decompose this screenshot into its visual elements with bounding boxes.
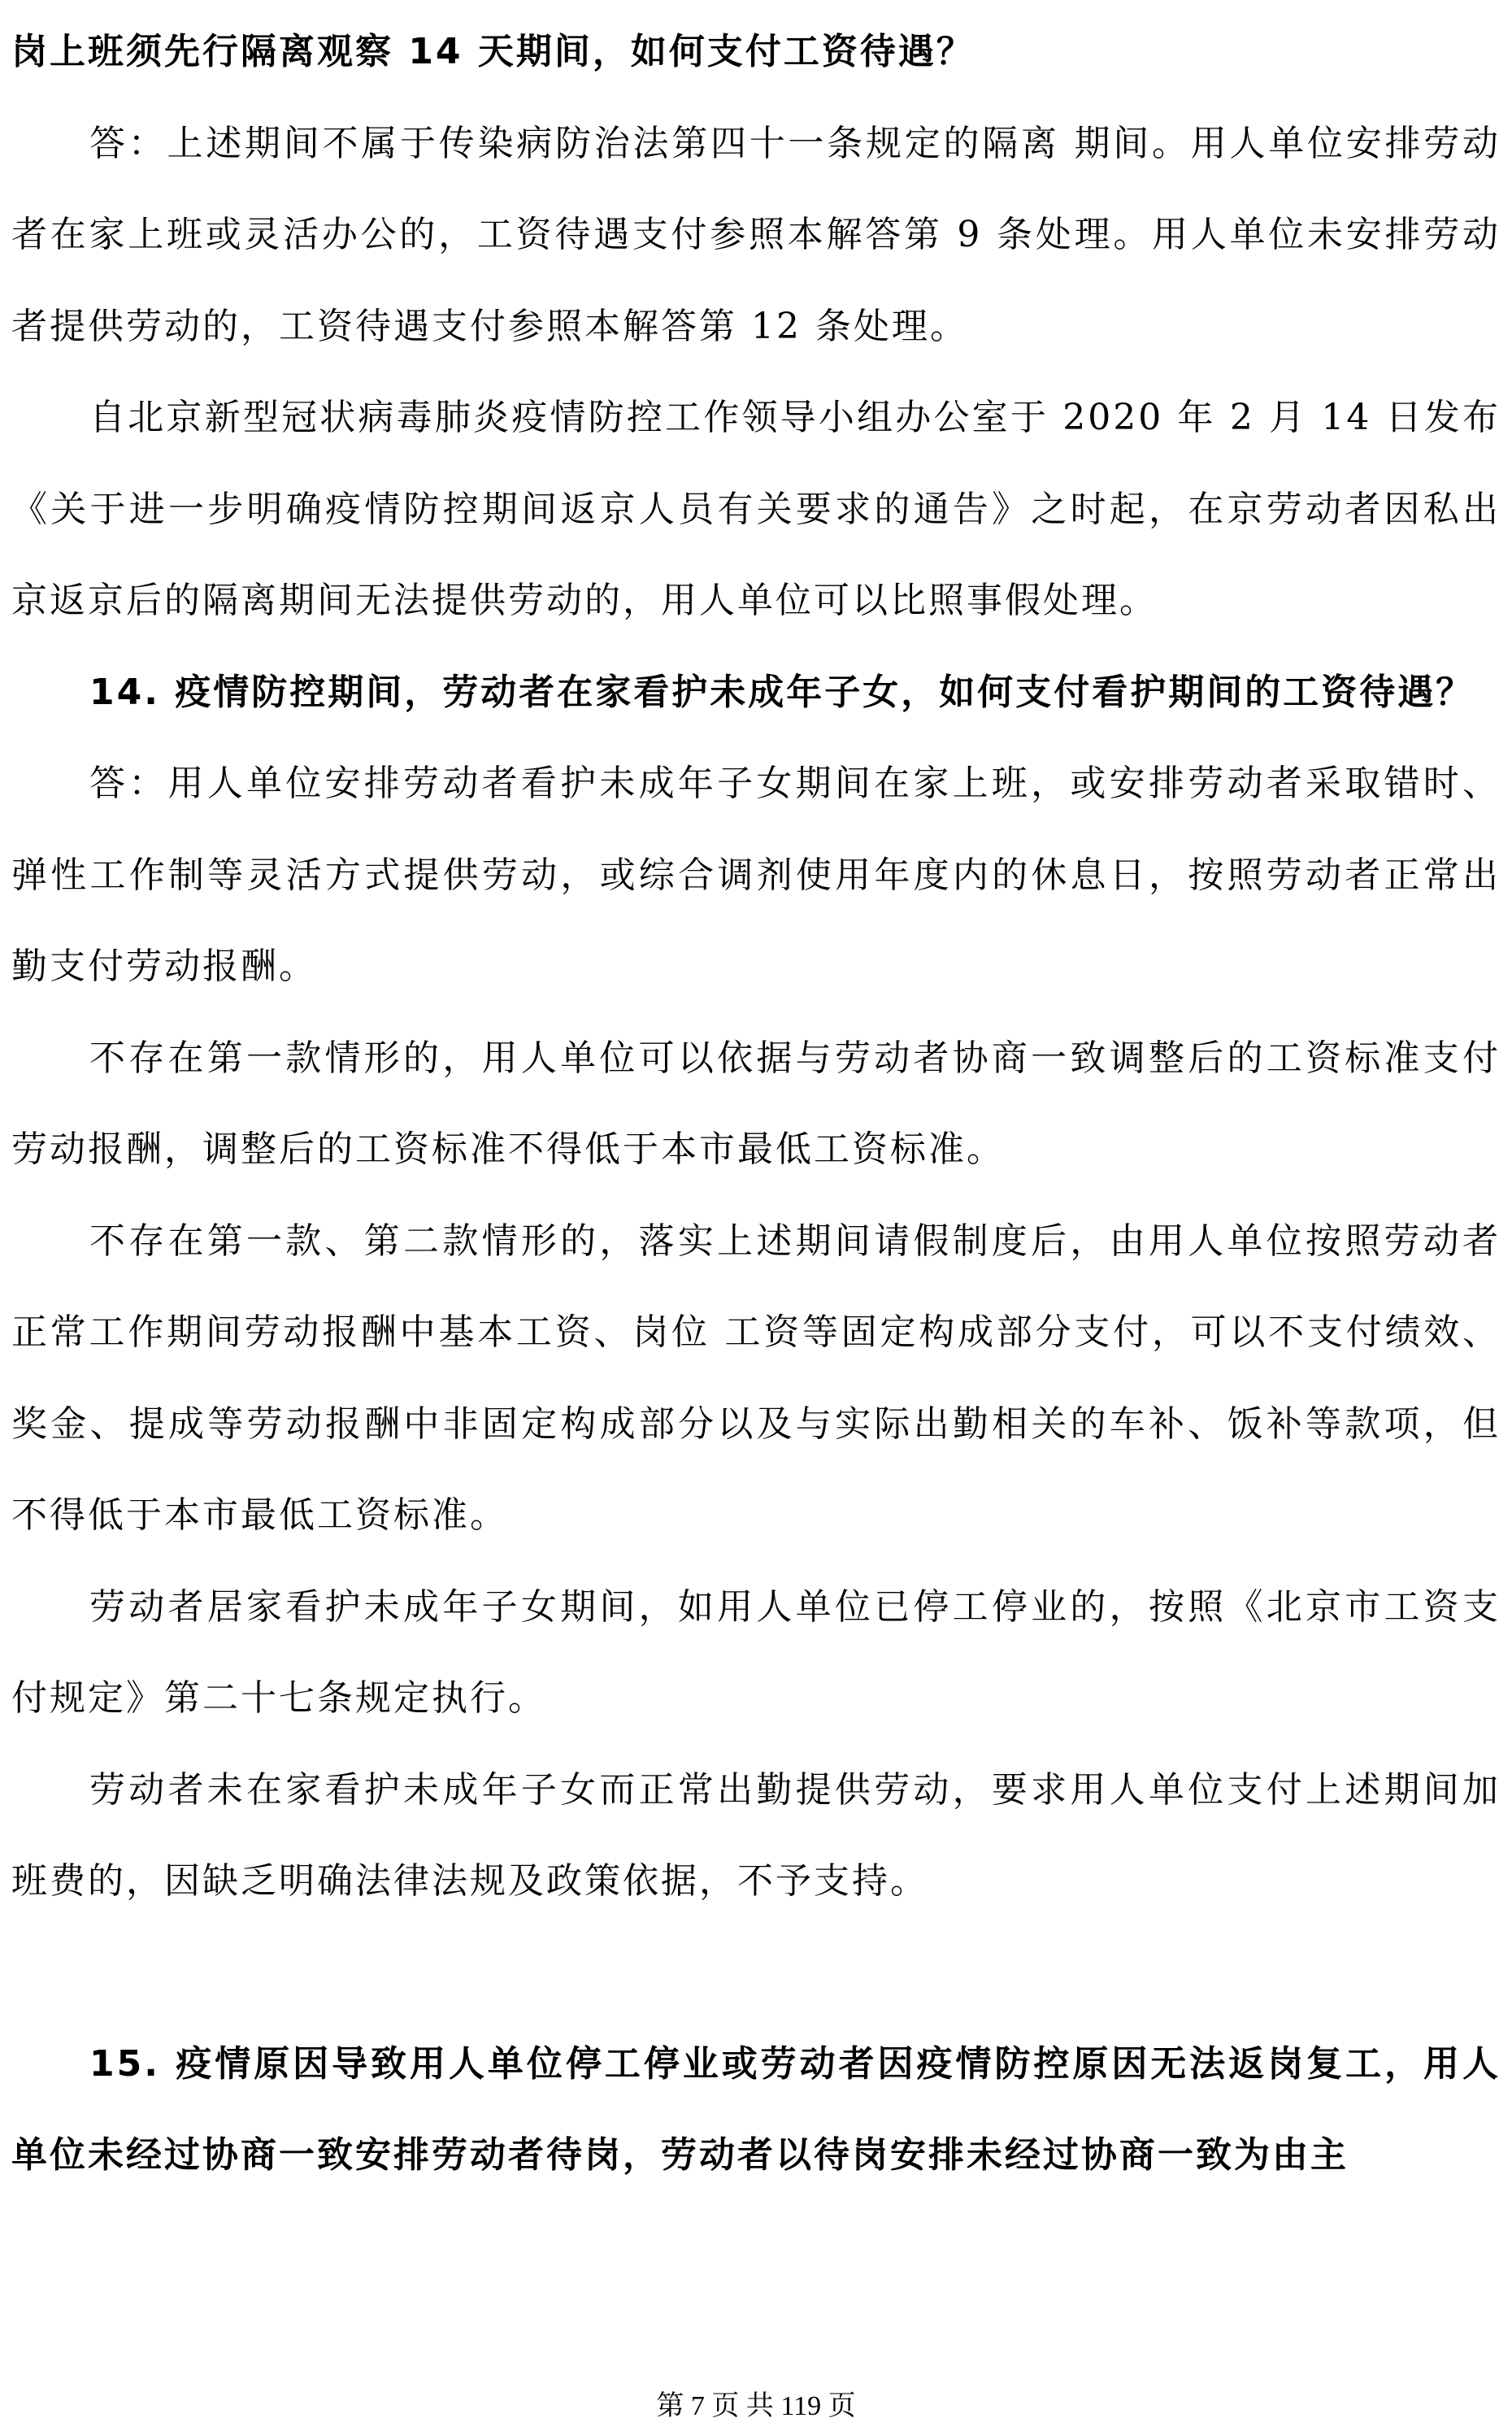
answer-14-paragraph-1: 答：用人单位安排劳动者看护未成年子女期间在家上班，或安排劳动者采取错时、弹性工作制等灵活方式提供劳动，或综合调剂使用年度内的休息日，按照劳动者正常出勤支付劳动报酬。 <box>11 763 1501 987</box>
answer-14-paragraph-5: 劳动者未在家看护未成年子女而正常出勤提供劳动，要求用人单位支付上述期间加班费的，因缺乏明确法律法规及政策依据，不予支持。 <box>11 1768 1501 1902</box>
question-14-heading: 14. 疫情防控期间，劳动者在家看护未成年子女，如何支付看护期间的工资待遇？ <box>89 671 1475 713</box>
section-spacer <box>11 1928 1501 2019</box>
answer-14-paragraph-4: 劳动者居家看护未成年子女期间，如用人单位已停工停业的，按照《北京市工资支付规定》第二十七条规定执行。 <box>11 1585 1501 1719</box>
question-13-continuation: 岗上班须先行隔离观察 14 天期间，如何支付工资待遇？ <box>11 31 975 72</box>
page-number-footer: 第 7 页 共 119 页 <box>656 2391 856 2421</box>
answer-14-paragraph-3: 不存在第一款、第二款情形的，落实上述期间请假制度后，由用人单位按照劳动者正常工作期间劳动报酬中基本工资、岗位 工资等固定构成部分支付，可以不支付绩效、奖金、提成等劳动报酬中非固定构成部分以及与实际出勤相关的车补、饭补等款项，但不得低于本市最低工资标准。 <box>11 1220 1501 1536</box>
answer-14-paragraph-2: 不存在第一款情形的，用人单位可以依据与劳动者协商一致调整后的工资标准支付劳动报酬，调整后的工资标准不得低于本市最低工资标准。 <box>11 1037 1501 1170</box>
document-body <box>11 7 1501 2202</box>
answer-13-paragraph-2: 自北京新型冠状病毒肺炎疫情防控工作领导小组办公室于 2020 年 2 月 14 日发布《关于进一步明确疫情防控期间返京人员有关要求的通告》之时起，在京劳动者因私出京返京后的隔离期间无法提供劳动的，用人单位可以比照事假处理。 <box>11 397 1501 621</box>
question-15-heading: 15. 疫情原因导致用人单位停工停业或劳动者因疫情防控原因无法返岗复工，用人单位未经过协商一致安排劳动者待岗，劳动者以待岗安排未经过协商一致为由主 <box>11 2042 1501 2176</box>
answer-13-paragraph-1: 答：上述期间不属于传染病防治法第四十一条规定的隔离 期间。用人单位安排劳动者在家上班或灵活办公的，工资待遇支付参照本解答第 9 条处理。用人单位未安排劳动者提供劳动的，工资待遇支付参照本解答第 12 条处理。 <box>11 122 1501 347</box>
